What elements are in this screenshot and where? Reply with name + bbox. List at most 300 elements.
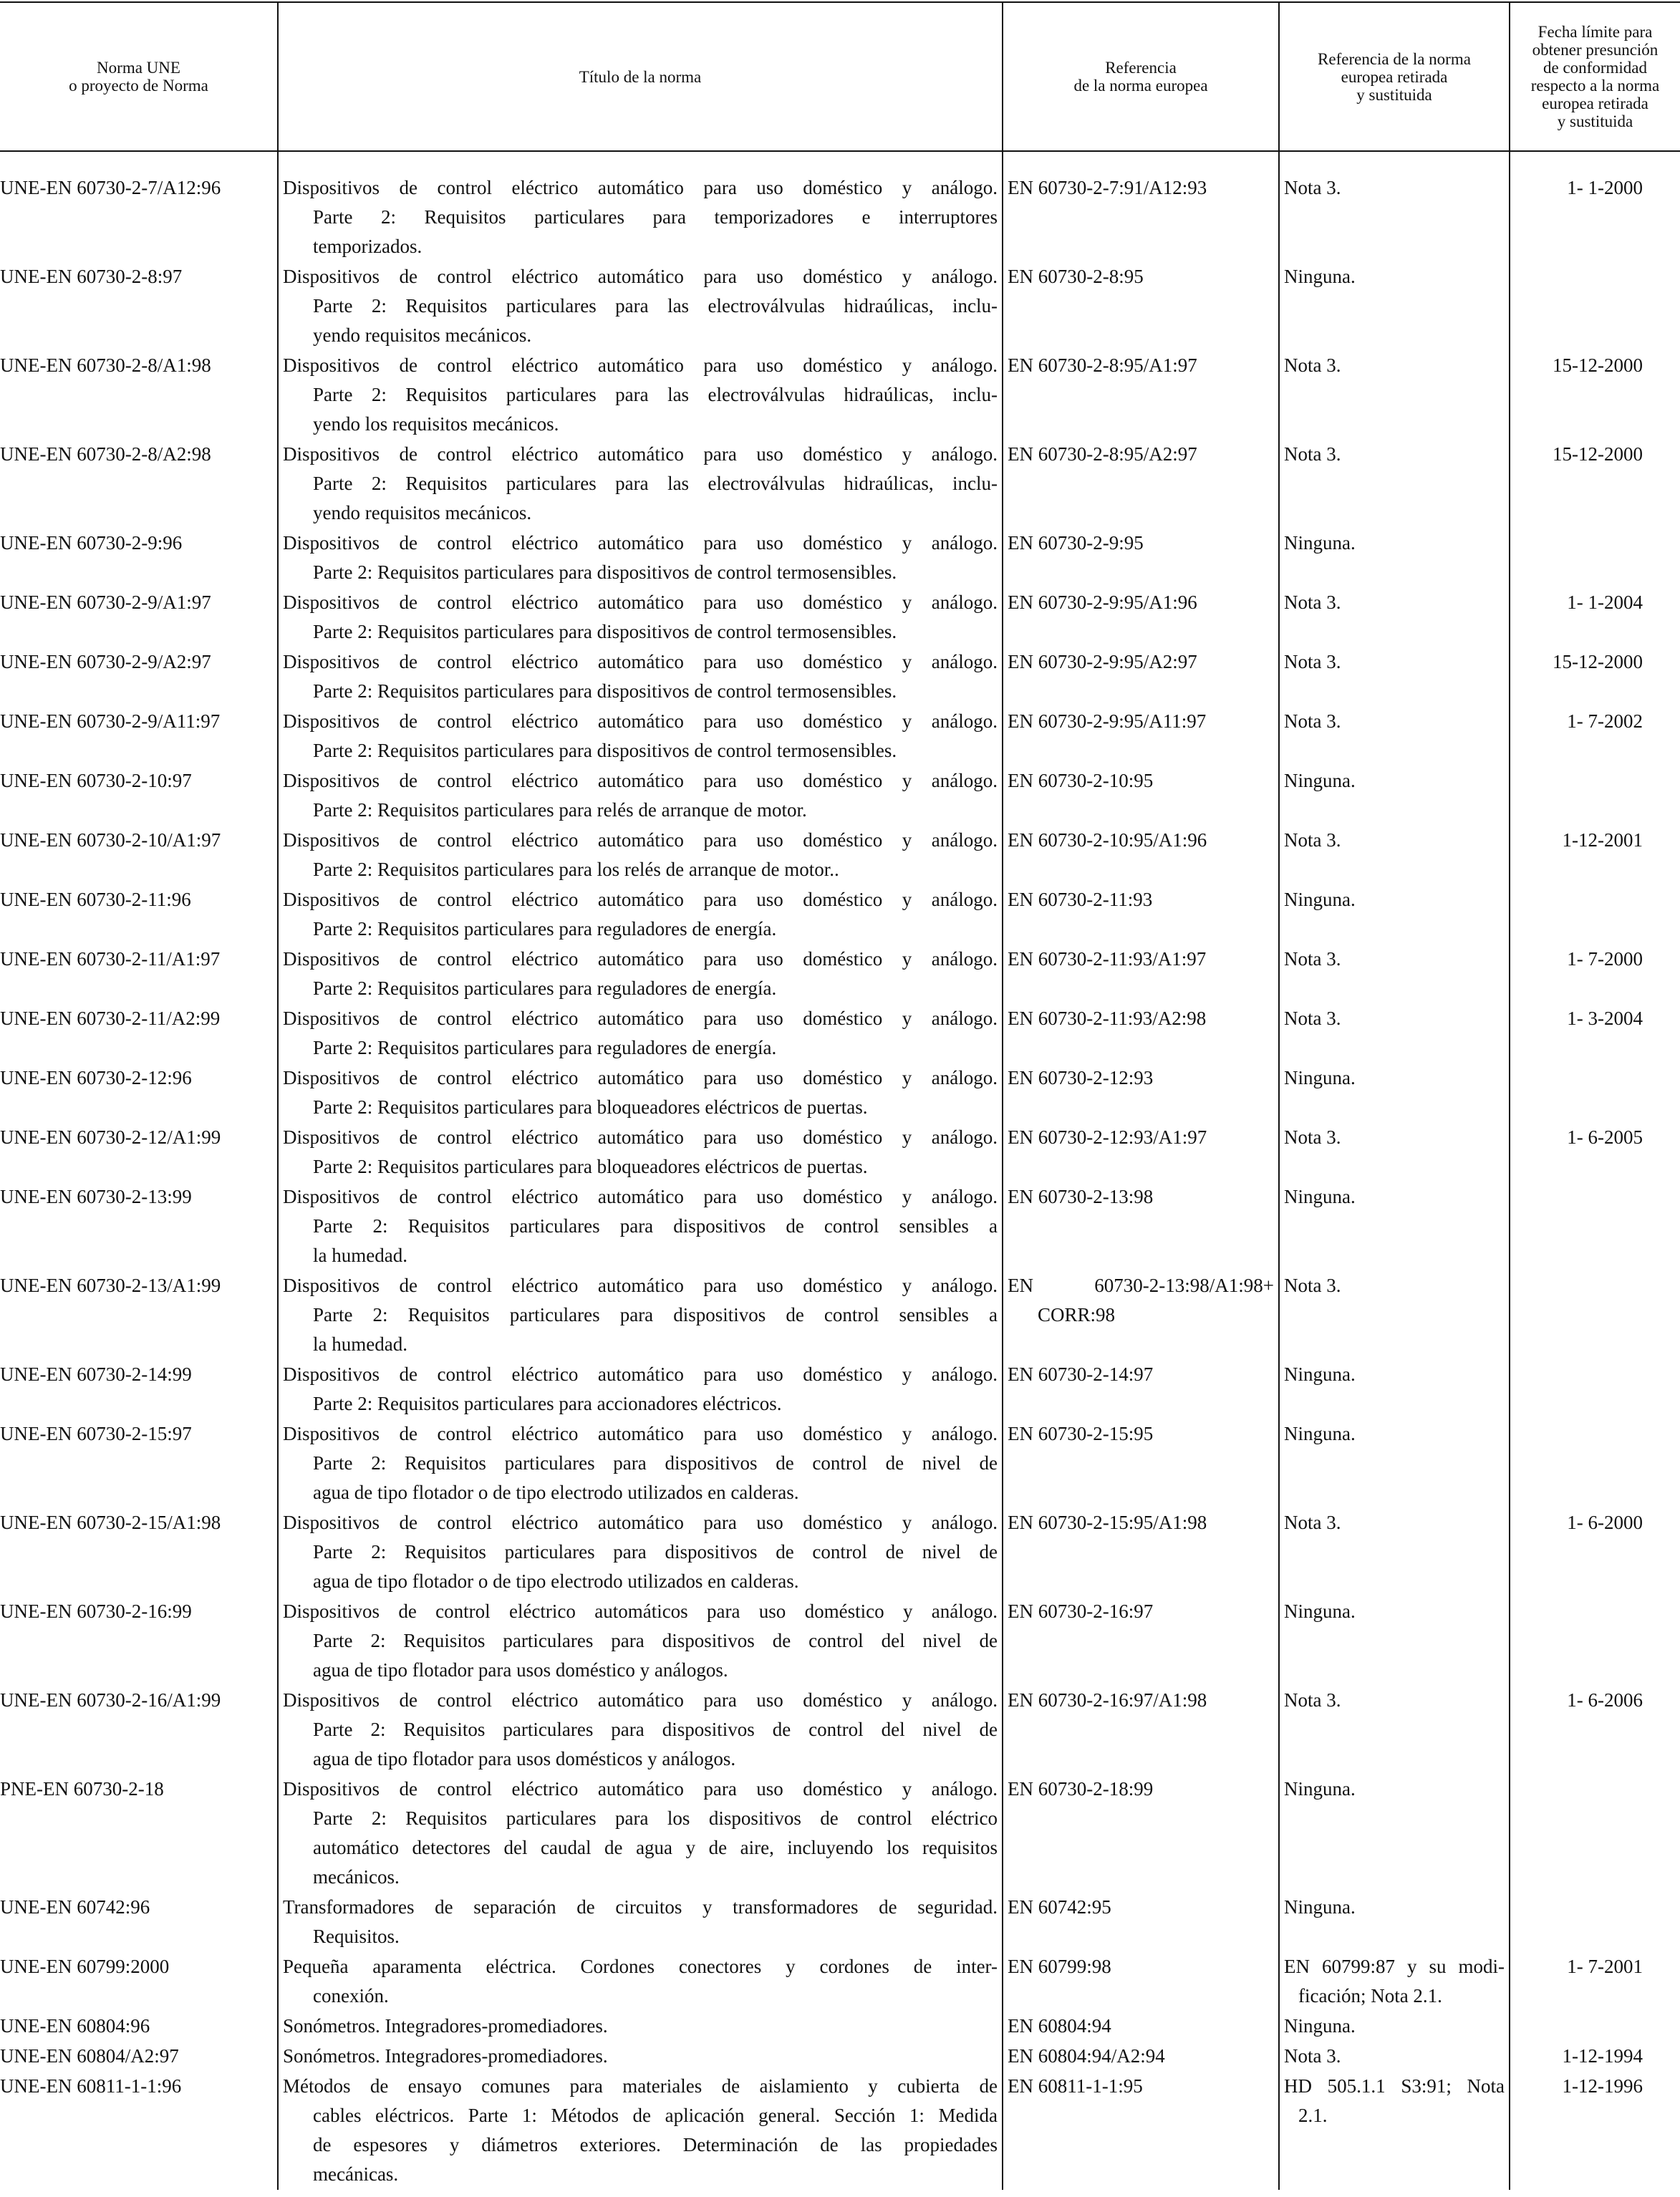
cell-fecha [1510,1597,1680,1686]
titulo-line: Parte 2: Requisitos particulares para temporizadores e interruptores [313,206,998,228]
referencia-line: EN 60730-2-9:95/A2:97 [1008,651,1197,672]
referencia-line: EN 60730-2-16:97/A1:98 [1008,1689,1207,1711]
titulo-line: mecánicos. [313,1866,400,1888]
cell-fecha [1510,1893,1680,1952]
titulo-line: Transformadores de separación de circuitos y transformadores de seguridad. [283,1896,998,1918]
header-line: de conformidad [1543,59,1647,77]
retirada-line: Nota 3. [1284,592,1341,613]
cell-norma: UNE-EN 60811-1-1:96 [0,2072,278,2190]
retirada-line: EN 60799:87 y su modi- [1284,1956,1505,1977]
referencia-line: EN 60742:95 [1008,1896,1111,1918]
cell-retirada [1279,440,1510,528]
cell-retirada [1279,1271,1510,1360]
cell-titulo [278,440,1003,528]
titulo-line: Parte 2: Requisitos particulares para los dispositivos de control eléctrico [313,1807,998,1829]
retirada-line: Ninguna. [1284,2015,1356,2037]
titulo-line: Dispositivos de control eléctrico automáticos para uso doméstico y análogo. [283,1600,998,1622]
cell-retirada [1279,826,1510,885]
referencia-line: EN 60730-2-11:93 [1008,889,1153,910]
cell-fecha [1510,1360,1680,1419]
cell-fecha: 1- 7-2001 [1510,1952,1680,2012]
retirada-line: Nota 3. [1284,354,1341,376]
cell-retirada [1279,1952,1510,2012]
cell-norma: UNE-EN 60804:96 [0,2012,278,2042]
cell-titulo [278,1063,1003,1123]
cell-titulo [278,1182,1003,1271]
titulo-line: Parte 2: Requisitos particulares para dispositivos de control sensibles a [313,1215,998,1237]
retirada-line: Nota 3. [1284,1126,1341,1148]
titulo-line: Parte 2: Requisitos particulares para los relés de arranque de motor.. [313,859,839,880]
titulo-line: Parte 2: Requisitos particulares para las electroválvulas hidraúlicas, inclu- [313,473,998,494]
titulo-line: Parte 2: Requisitos particulares para relés de arranque de motor. [313,799,807,821]
retirada-line: Ninguna. [1284,1896,1356,1918]
cell-titulo [278,528,1003,588]
cell-titulo [278,1360,1003,1419]
retirada-line: Nota 3. [1284,1275,1341,1296]
header-line: europea retirada [1542,95,1648,112]
cell-referencia [1003,647,1279,707]
titulo-line: Dispositivos de control eléctrico automático para uso doméstico y análogo. [283,354,998,376]
cell-titulo [278,1508,1003,1597]
cell-referencia [1003,588,1279,647]
retirada-line: Ninguna. [1284,266,1356,287]
cell-referencia [1003,766,1279,826]
retirada-line: Ninguna. [1284,889,1356,910]
table-header [0,2,1680,151]
referencia-line: EN 60730-2-12:93/A1:97 [1008,1126,1207,1148]
cell-norma: UNE-EN 60730-2-10:97 [0,766,278,826]
retirada-line: Nota 3. [1284,651,1341,672]
cell-fecha: 1- 7-2002 [1510,707,1680,766]
table-row [0,351,1680,440]
titulo-line: Parte 2: Requisitos particulares para bloqueadores eléctricos de puertas. [313,1156,868,1177]
header-line: Norma UNE [97,59,180,77]
standards-table [0,1,1680,2190]
table-row [0,1686,1680,1774]
cell-titulo [278,945,1003,1004]
cell-norma: UNE-EN 60730-2-14:99 [0,1360,278,1419]
table-row [0,1597,1680,1686]
cell-fecha [1510,1774,1680,1893]
cell-retirada [1279,647,1510,707]
cell-retirada [1279,766,1510,826]
table-row [0,1271,1680,1360]
cell-titulo [278,885,1003,945]
table-row [0,885,1680,945]
cell-titulo [278,647,1003,707]
referencia-line: EN 60730-2-10:95/A1:96 [1008,829,1207,851]
cell-referencia [1003,1774,1279,1893]
cell-norma: UNE-EN 60730-2-8:97 [0,262,278,351]
cell-fecha [1510,1271,1680,1360]
cell-titulo [278,1686,1003,1774]
table-row [0,1063,1680,1123]
cell-norma: UNE-EN 60730-2-12/A1:99 [0,1123,278,1182]
cell-norma: UNE-EN 60730-2-12:96 [0,1063,278,1123]
cell-fecha [1510,766,1680,826]
cell-fecha: 1- 6-2006 [1510,1686,1680,1774]
referencia-line: EN 60730-2-15:95 [1008,1423,1154,1444]
cell-fecha: 1- 6-2000 [1510,1508,1680,1597]
titulo-line: conexión. [313,1985,389,2007]
titulo-line: Dispositivos de control eléctrico automático para uso doméstico y análogo. [283,651,998,672]
header-line: y sustituida [1356,85,1432,104]
retirada-line: 2.1. [1298,2105,1328,2126]
table-row [0,1508,1680,1597]
cell-norma: UNE-EN 60730-2-9:96 [0,528,278,588]
referencia-line: EN 60811-1-1:95 [1008,2075,1143,2097]
retirada-line: Nota 3. [1284,710,1341,732]
cell-referencia [1003,1419,1279,1508]
referencia-line: EN 60799:98 [1008,1956,1111,1977]
referencia-line: EN 60730-2-11:93/A2:98 [1008,1008,1207,1029]
cell-referencia [1003,1686,1279,1774]
header-titulo [278,2,1003,151]
cell-norma: UNE-EN 60730-2-8/A1:98 [0,351,278,440]
titulo-line: mecánicas. [313,2163,399,2185]
cell-referencia [1003,2012,1279,2042]
table-row [0,1774,1680,1893]
titulo-line: Métodos de ensayo comunes para materiales de aislamiento y cubierta de [283,2075,998,2097]
header-referencia [1003,2,1279,151]
titulo-line: Requisitos. [313,1926,400,1947]
cell-titulo [278,2072,1003,2190]
referencia-line: EN 60730-2-10:95 [1008,770,1154,791]
cell-retirada [1279,1686,1510,1774]
cell-norma: UNE-EN 60804/A2:97 [0,2042,278,2072]
header-line: europea retirada [1341,67,1448,86]
titulo-line: Dispositivos de control eléctrico automático para uso doméstico y análogo. [283,889,998,910]
titulo-line: Parte 2: Requisitos particulares para dispositivos de control del nivel de [313,1630,998,1651]
table-row [0,707,1680,766]
retirada-line: ficación; Nota 2.1. [1298,1985,1442,2007]
titulo-line: de espesores y diámetros exteriores. Determinación de las propiedades [313,2134,998,2155]
table-row [0,1419,1680,1508]
cell-referencia [1003,1123,1279,1182]
cell-referencia [1003,1952,1279,2012]
header-norma-une [0,2,278,151]
table-row [0,826,1680,885]
cell-fecha [1510,528,1680,588]
cell-referencia [1003,173,1279,262]
cell-retirada [1279,1004,1510,1063]
retirada-line: Nota 3. [1284,443,1341,465]
cell-fecha: 1- 1-2000 [1510,173,1680,262]
cell-fecha [1510,2012,1680,2042]
cell-retirada [1279,1063,1510,1123]
cell-referencia [1003,945,1279,1004]
titulo-line: Dispositivos de control eléctrico automático para uso doméstico y análogo. [283,1008,998,1029]
referencia-line: EN 60730-2-9:95 [1008,532,1144,554]
cell-titulo [278,2042,1003,2072]
retirada-line: Nota 3. [1284,1689,1341,1711]
titulo-line: Dispositivos de control eléctrico automático para uso doméstico y análogo. [283,1423,998,1444]
titulo-line: Dispositivos de control eléctrico automático para uso doméstico y análogo. [283,1126,998,1148]
cell-referencia [1003,1893,1279,1952]
retirada-line: Nota 3. [1284,2045,1341,2067]
cell-fecha [1510,1182,1680,1271]
cell-retirada [1279,588,1510,647]
header-line: obtener presunción [1532,41,1659,59]
table-row [0,1893,1680,1952]
titulo-line: Parte 2: Requisitos particulares para accionadores eléctricos. [313,1393,782,1414]
table-row [0,766,1680,826]
retirada-line: Ninguna. [1284,1600,1356,1622]
cell-fecha: 15-12-2000 [1510,351,1680,440]
retirada-line: Nota 3. [1284,948,1341,970]
cell-norma: UNE-EN 60730-2-15/A1:98 [0,1508,278,1597]
cell-titulo [278,1004,1003,1063]
table-row [0,588,1680,647]
referencia-line: EN 60730-2-13:98 [1008,1186,1154,1207]
cell-titulo [278,262,1003,351]
referencia-line: EN 60730-2-9:95/A1:96 [1008,592,1197,613]
cell-referencia [1003,262,1279,351]
cell-fecha: 1- 6-2005 [1510,1123,1680,1182]
cell-fecha: 1-12-1996 [1510,2072,1680,2190]
titulo-line: Sonómetros. Integradores-promediadores. [283,2045,608,2067]
titulo-line: agua de tipo flotador o de tipo electrodo utilizados en calderas. [313,1570,799,1592]
table-row [0,1952,1680,2012]
referencia-line: EN 60730-2-13:98/A1:98+ [1008,1275,1274,1296]
referencia-line: EN 60804:94 [1008,2015,1111,2037]
referencia-line: EN 60730-2-9:95/A11:97 [1008,710,1207,732]
cell-norma: UNE-EN 60799:2000 [0,1952,278,2012]
cell-norma: UNE-EN 60730-2-11/A1:97 [0,945,278,1004]
titulo-line: Dispositivos de control eléctrico automático para uso doméstico y análogo. [283,532,998,554]
cell-titulo [278,1893,1003,1952]
retirada-line: Nota 3. [1284,1512,1341,1533]
cell-titulo [278,173,1003,262]
cell-titulo [278,826,1003,885]
cell-referencia [1003,1004,1279,1063]
cell-retirada [1279,351,1510,440]
titulo-line: Dispositivos de control eléctrico automático para uso doméstico y análogo. [283,829,998,851]
titulo-line: Dispositivos de control eléctrico automático para uso doméstico y análogo. [283,1067,998,1088]
cell-titulo [278,351,1003,440]
cell-referencia [1003,885,1279,945]
cell-titulo [278,1419,1003,1508]
cell-retirada [1279,1508,1510,1597]
referencia-line: CORR:98 [1038,1304,1116,1326]
cell-norma: UNE-EN 60742:96 [0,1893,278,1952]
titulo-line: Dispositivos de control eléctrico automático para uso doméstico y análogo. [283,770,998,791]
referencia-line: EN 60730-2-18:99 [1008,1778,1154,1800]
retirada-line: Ninguna. [1284,1363,1356,1385]
cell-norma: UNE-EN 60730-2-11:96 [0,885,278,945]
titulo-line: Dispositivos de control eléctrico automático para uso doméstico y análogo. [283,1689,998,1711]
retirada-line: Ninguna. [1284,1067,1356,1088]
cell-norma: UNE-EN 60730-2-9/A2:97 [0,647,278,707]
titulo-line: agua de tipo flotador para usos domésticos y análogos. [313,1748,736,1769]
cell-norma: UNE-EN 60730-2-15:97 [0,1419,278,1508]
cell-norma: UNE-EN 60730-2-9/A11:97 [0,707,278,766]
cell-titulo [278,1952,1003,2012]
referencia-line: EN 60804:94/A2:94 [1008,2045,1165,2067]
cell-retirada [1279,262,1510,351]
titulo-line: la humedad. [313,1245,407,1266]
cell-referencia [1003,1271,1279,1360]
table-body [0,151,1680,2190]
cell-referencia [1003,707,1279,766]
cell-fecha: 1-12-2001 [1510,826,1680,885]
retirada-line: Ninguna. [1284,1778,1356,1800]
referencia-line: EN 60730-2-11:93/A1:97 [1008,948,1207,970]
titulo-line: agua de tipo flotador o de tipo electrodo utilizados en calderas. [313,1482,799,1503]
cell-norma: UNE-EN 60730-2-11/A2:99 [0,1004,278,1063]
table-row [0,262,1680,351]
cell-retirada [1279,1419,1510,1508]
titulo-line: Parte 2: Requisitos particulares para dispositivos de control termosensibles. [313,740,897,761]
cell-retirada [1279,1360,1510,1419]
titulo-line: Parte 2: Requisitos particulares para dispositivos de control termosensibles. [313,621,897,642]
titulo-line: Dispositivos de control eléctrico automático para uso doméstico y análogo. [283,1778,998,1800]
cell-referencia [1003,1597,1279,1686]
cell-retirada [1279,945,1510,1004]
table-row [0,647,1680,707]
cell-norma: UNE-EN 60730-2-9/A1:97 [0,588,278,647]
cell-fecha: 15-12-2000 [1510,647,1680,707]
titulo-line: Parte 2: Requisitos particulares para bloqueadores eléctricos de puertas. [313,1096,868,1118]
cell-norma: UNE-EN 60730-2-13:99 [0,1182,278,1271]
cell-titulo [278,1597,1003,1686]
cell-titulo [278,1271,1003,1360]
titulo-line: la humedad. [313,1333,407,1355]
titulo-line: Parte 2: Requisitos particulares para reguladores de energía. [313,1037,777,1058]
titulo-line: yendo los requisitos mecánicos. [313,413,559,435]
header-line: Referencia [1105,59,1177,77]
cell-fecha [1510,262,1680,351]
titulo-line: cables eléctricos. Parte 1: Métodos de aplicación general. Sección 1: Medida [313,2105,998,2126]
referencia-line: EN 60730-2-8:95/A1:97 [1008,354,1197,376]
titulo-line: Dispositivos de control eléctrico automático para uso doméstico y análogo. [283,592,998,613]
cell-referencia [1003,1182,1279,1271]
cell-fecha: 1-12-1994 [1510,2042,1680,2072]
header-line: respecto a la norma [1530,77,1660,95]
cell-retirada [1279,1123,1510,1182]
titulo-line: Dispositivos de control eléctrico automático para uso doméstico y análogo. [283,177,998,198]
cell-norma: UNE-EN 60730-2-8/A2:98 [0,440,278,528]
cell-fecha [1510,1063,1680,1123]
cell-retirada [1279,1774,1510,1893]
titulo-line: Dispositivos de control eléctrico automático para uso doméstico y análogo. [283,1512,998,1533]
retirada-line: Ninguna. [1284,1186,1356,1207]
cell-referencia [1003,826,1279,885]
referencia-line: EN 60730-2-8:95 [1008,266,1144,287]
titulo-line: Parte 2: Requisitos particulares para dispositivos de control sensibles a [313,1304,998,1326]
table-row [0,2072,1680,2190]
titulo-line: Dispositivos de control eléctrico automático para uso doméstico y análogo. [283,1186,998,1207]
table-row [0,1360,1680,1419]
header-line: y sustituida [1557,112,1633,130]
cell-referencia [1003,2042,1279,2072]
cell-norma: PNE-EN 60730-2-18 [0,1774,278,1893]
table-row [0,440,1680,528]
table-row [0,173,1680,262]
referencia-line: EN 60730-2-16:97 [1008,1600,1154,1622]
cell-referencia [1003,351,1279,440]
titulo-line: Dispositivos de control eléctrico automático para uso doméstico y análogo. [283,443,998,465]
cell-fecha: 1- 3-2004 [1510,1004,1680,1063]
titulo-line: Parte 2: Requisitos particulares para reguladores de energía. [313,918,777,940]
cell-referencia [1003,528,1279,588]
titulo-line: Dispositivos de control eléctrico automático para uso doméstico y análogo. [283,948,998,970]
referencia-line: EN 60730-2-14:97 [1008,1363,1154,1385]
cell-retirada [1279,2072,1510,2190]
cell-fecha [1510,1419,1680,1508]
cell-retirada [1279,1893,1510,1952]
header-line: Referencia de la norma [1318,49,1471,68]
referencia-line: EN 60730-2-8:95/A2:97 [1008,443,1197,465]
cell-retirada [1279,885,1510,945]
titulo-line: Parte 2: Requisitos particulares para las electroválvulas hidraúlicas, inclu- [313,384,998,405]
cell-referencia [1003,1063,1279,1123]
cell-norma: UNE-EN 60730-2-10/A1:97 [0,826,278,885]
titulo-line: yendo requisitos mecánicos. [313,324,532,346]
cell-retirada [1279,528,1510,588]
retirada-line: Nota 3. [1284,1008,1341,1029]
cell-referencia [1003,440,1279,528]
referencia-line: EN 60730-2-7:91/A12:93 [1008,177,1207,198]
titulo-line: Parte 2: Requisitos particulares para dispositivos de control termosensibles. [313,561,897,583]
table-row [0,2012,1680,2042]
header-referencia-retirada [1279,2,1510,151]
cell-norma: UNE-EN 60730-2-7/A12:96 [0,173,278,262]
cell-titulo [278,1774,1003,1893]
table-row [0,528,1680,588]
header-line: Fecha límite para [1537,23,1653,41]
titulo-line: Parte 2: Requisitos particulares para dispositivos de control termosensibles. [313,680,897,702]
titulo-line: Dispositivos de control eléctrico automático para uso doméstico y análogo. [283,1275,998,1296]
table-row [0,1004,1680,1063]
retirada-line: HD 505.1.1 S3:91; Nota [1284,2075,1505,2097]
cell-fecha: 1- 1-2004 [1510,588,1680,647]
cell-titulo [278,588,1003,647]
cell-norma: UNE-EN 60730-2-16/A1:99 [0,1686,278,1774]
cell-retirada [1279,1182,1510,1271]
retirada-line: Ninguna. [1284,532,1356,554]
cell-retirada [1279,1597,1510,1686]
cell-retirada [1279,2042,1510,2072]
retirada-line: Nota 3. [1284,829,1341,851]
titulo-line: Pequeña aparamenta eléctrica. Cordones conectores y cordones de inter- [283,1956,998,1977]
titulo-line: Parte 2: Requisitos particulares para dispositivos de control de nivel de [313,1452,998,1474]
cell-retirada [1279,707,1510,766]
cell-fecha [1510,885,1680,945]
cell-fecha: 15-12-2000 [1510,440,1680,528]
retirada-line: Ninguna. [1284,1423,1356,1444]
header-line: Título de la norma [579,67,702,86]
titulo-line: Dispositivos de control eléctrico automático para uso doméstico y análogo. [283,1363,998,1385]
cell-referencia [1003,2072,1279,2190]
titulo-line: Parte 2: Requisitos particulares para reguladores de energía. [313,977,777,999]
referencia-line: EN 60730-2-15:95/A1:98 [1008,1512,1207,1533]
titulo-line: Dispositivos de control eléctrico automático para uso doméstico y análogo. [283,710,998,732]
cell-fecha: 1- 7-2000 [1510,945,1680,1004]
table-row [0,2042,1680,2072]
retirada-line: Nota 3. [1284,177,1341,198]
cell-retirada [1279,2012,1510,2042]
cell-titulo [278,707,1003,766]
cell-norma: UNE-EN 60730-2-16:99 [0,1597,278,1686]
cell-titulo [278,766,1003,826]
titulo-line: Parte 2: Requisitos particulares para dispositivos de control de nivel de [313,1541,998,1563]
table-row [0,1182,1680,1271]
titulo-line: temporizados. [313,236,423,257]
titulo-line: Dispositivos de control eléctrico automático para uso doméstico y análogo. [283,266,998,287]
cell-referencia [1003,1360,1279,1419]
titulo-line: Parte 2: Requisitos particulares para dispositivos de control del nivel de [313,1719,998,1740]
